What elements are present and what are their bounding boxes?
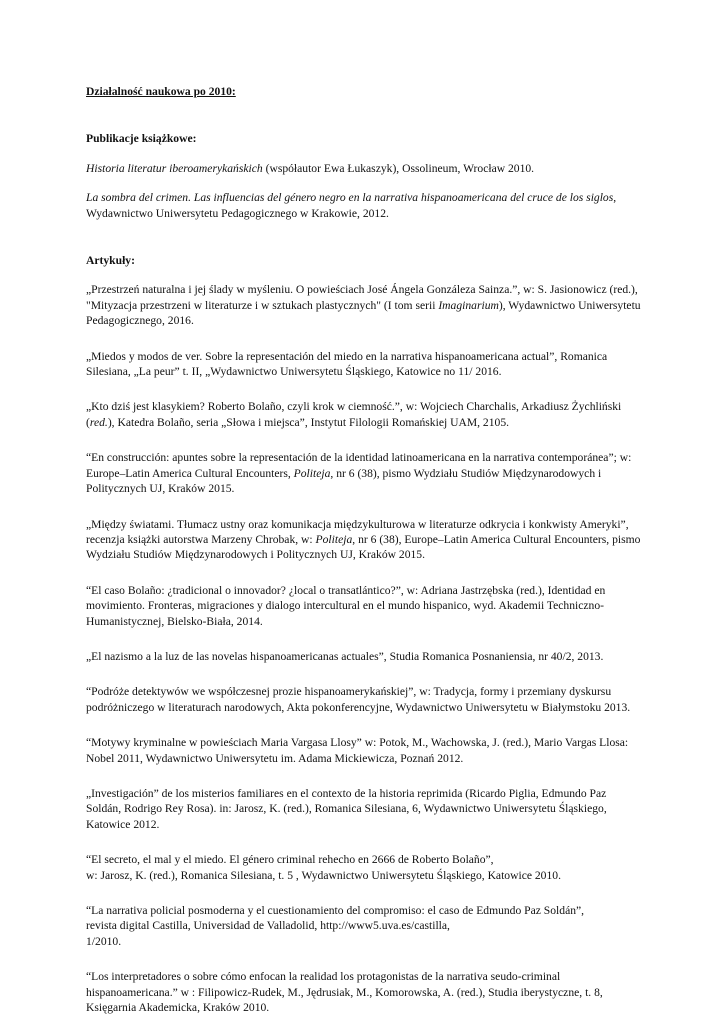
article-entry bbox=[86, 399, 642, 430]
article-text: „Między światami. Tłumacz ustny oraz komunikacja międzykulturowa w literaturze odkrycia i konkwisty Ameryki”, recenzja książki autorstwa Marzeny Chrobak, w: bbox=[86, 517, 629, 546]
article-entry bbox=[86, 852, 642, 883]
article-entry bbox=[86, 282, 642, 328]
article-text: “En construcción: apuntes sobre la representación de la identidad latinoamericana en la narrativa contemporánea”; w: Europe–Latin America Cultural Encounters, bbox=[86, 451, 632, 480]
book-entry bbox=[86, 161, 642, 176]
article-entry bbox=[86, 969, 642, 1015]
book-title: Historia literatur iberoamerykańskich bbox=[86, 161, 263, 175]
article-entry bbox=[86, 684, 642, 715]
main-heading: Działalność naukowa po 2010: bbox=[86, 85, 236, 98]
article-text: „Investigación” de los misterios familiares en el contexto de la historia reprimida (Ricardo Piglia, Edmundo Paz Soldán, Rodrigo Rey Rosa). in: Jarosz, K. (red.), Romanica Silesiana, 6, Wydawnictwo Uniwersytetu Śląskiego, Katowice 2012. bbox=[86, 786, 607, 831]
article-italic: Politeja bbox=[293, 466, 331, 480]
article-entry bbox=[86, 517, 642, 563]
article-text: “Podróże detektywów we współczesnej prozie hispanoamerykańskiej”, w: Tradycja, formy i przemiany dyskursu podróżniczego w literaturach narodowych, Akta pokonferencyjne, Wydawnictwo Uniwersytetu w Białymstoku 2013. bbox=[86, 685, 631, 714]
article-entry bbox=[86, 349, 642, 380]
article-text: “Motywy kryminalne w powieściach Maria Vargasa Llosy” w: Potok, M., Wachowska, J. (red.), Mario Vargas Llosa: Nobel 2011, Wydawnictwo Uniwersytetu im. Adama Mickiewicza, Poznań 2012. bbox=[86, 736, 629, 765]
article-entry bbox=[86, 903, 642, 949]
article-text: „Przestrzeń naturalna i jej ślady w myśleniu. O powieściach José Ángela Gonzáleza Sainza.”, w: S. Jasionowicz (red.), "Mityzacja przestrzeni w literaturze i w sztukach plastycznych" (I tom serii bbox=[86, 283, 638, 312]
article-entry bbox=[86, 649, 642, 664]
book-details: , Wydawnictwo Uniwersytetu Pedagogicznego w Krakowie, 2012. bbox=[86, 191, 617, 220]
article-text: “Los interpretadores o sobre cómo enfocan la realidad los protagonistas de la narrativa seudo-criminal hispanoamericana.” w : Filipowicz-Rudek, M., Jędrusiak, M., Komorowska, A. (red.), Studia iberystyczne, t. 8, Księgarnia Akademicka, Kraków 2010. bbox=[86, 970, 603, 1015]
article-italic: Politeja bbox=[315, 532, 353, 546]
article-text: „Kto dziś jest klasykiem? Roberto Bolaño, czyli krok w ciemność.”, w: Wojciech Charchalis, Arkadiusz Żychliński ( bbox=[86, 400, 622, 429]
book-details: (współautor Ewa Łukaszyk), Ossolineum, Wrocław 2010. bbox=[262, 161, 535, 175]
article-italic: red. bbox=[89, 415, 108, 429]
article-text: “La narrativa policial posmoderna y el cuestionamiento del compromiso: el caso de Edmundo Paz Soldán”, revista digital Castilla, Universidad de Valladolid, http://www5.uva.es/castilla, 1/2010. bbox=[86, 904, 585, 948]
article-italic: Imaginarium bbox=[438, 298, 499, 312]
article-text-end: ), Katedra Bolaño, seria „Słowa i miejsca”, Instytut Filologii Romańskiej UAM, 2105. bbox=[107, 415, 510, 429]
article-text-end: , nr 6 (38), pismo Wydziału Studiów Międzynarodowych i Politycznych UJ, Kraków 2015. bbox=[86, 466, 602, 496]
article-text: „Miedos y modos de ver. Sobre la representación del miedo en la narrativa hispanoamericana actual”, Romanica Silesiana, „La peur” t. II, „Wydawnictwo Uniwersytetu Śląskiego, Katowice no 11/ 2016. bbox=[86, 349, 608, 379]
articles-heading: Artykuły: bbox=[86, 254, 135, 268]
books-heading: Publikacje książkowe: bbox=[86, 132, 197, 146]
articles-list bbox=[86, 282, 642, 1015]
document-page bbox=[86, 84, 642, 1015]
article-text-end: , nr 6 (38), Europe–Latin America Cultural Encounters, pismo Wydziału Studiów Międzynarodowych i Politycznych UJ, Kraków 2015. bbox=[86, 532, 641, 562]
book-title: La sombra del crimen. Las influencias del género negro en la narrativa hispanoamericana del cruce de los siglos bbox=[86, 191, 614, 205]
article-entry bbox=[86, 450, 642, 496]
article-entry bbox=[86, 583, 642, 629]
article-text: „El nazismo a la luz de las novelas hispanoamericanas actuales”, Studia Romanica Posnaniensia, nr 40/2, 2013. bbox=[86, 649, 604, 663]
article-text: “El caso Bolaño: ¿tradicional o innovador? ¿local o transatlántico?”, w: Adriana Jastrzębska (red.), Identidad en movimiento. Fronteras, migraciones y dialogo intercultural en el mundo hispanico, wyd. Akademii Techniczno-Humanistycznej, Bielsko-Biała, 2014. bbox=[86, 583, 606, 628]
article-entry bbox=[86, 735, 642, 766]
article-text: “El secreto, el mal y el miedo. El género criminal rehecho en 2666 de Roberto Bolaño”, w: Jarosz, K. (red.), Romanica Silesiana, t. 5 , Wydawnictwo Uniwersytetu Śląskiego, Katowice 2010. bbox=[86, 853, 561, 882]
book-entry bbox=[86, 190, 642, 221]
article-entry bbox=[86, 786, 642, 832]
article-text-end: ), Wydawnictwo Uniwersytetu Pedagogicznego, 2016. bbox=[86, 298, 641, 328]
